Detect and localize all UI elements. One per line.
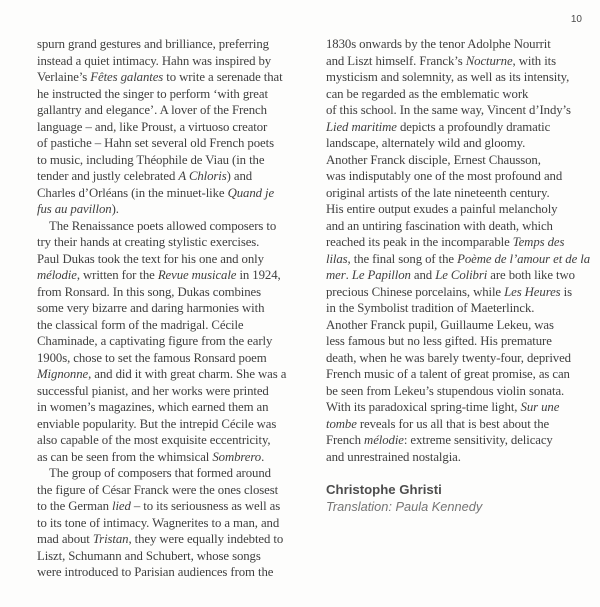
text-line — [326, 251, 589, 268]
text-line — [326, 300, 589, 317]
text-line — [37, 135, 300, 152]
text-line — [37, 86, 300, 103]
text-line — [37, 152, 300, 169]
text-line — [37, 201, 300, 218]
text-segment: try their hands at creating stylistic exercises. — [37, 235, 260, 249]
text-segment: as can be seen from the whimsical — [37, 449, 213, 464]
text-line — [326, 366, 589, 383]
text-segment: Another Franck pupil, Guillaume Lekeu, was — [326, 317, 554, 332]
text-segment: was indisputably one of the most profound and — [326, 169, 563, 183]
text-line — [326, 218, 589, 235]
text-line — [326, 284, 589, 301]
text-segment: 1830s onwards by the tenor Adolphe Nourrit — [326, 37, 551, 51]
text-segment: The Renaissance poets allowed composers to — [49, 218, 277, 233]
text-line — [326, 86, 589, 103]
text-line — [326, 432, 589, 449]
text-line — [326, 185, 589, 202]
text-segment: are both like two — [487, 268, 575, 282]
text-segment: enviable popularity. But the intrepid Cécile was — [37, 416, 277, 431]
text-line — [37, 416, 300, 433]
text-segment: ). — [111, 202, 119, 216]
text-segment: original artists of the late nineteenth century. — [326, 185, 550, 200]
text-segment: the classical form of the madrigal. Cécile — [37, 317, 244, 332]
author-name: Christophe Ghristi — [326, 482, 442, 497]
italic-text-segment: Fêtes galantes — [90, 70, 164, 84]
text-segment: to its tone of intimacy. Wagnerites to a man, and — [37, 515, 280, 530]
text-line — [37, 482, 300, 499]
text-line — [326, 383, 589, 400]
italic-text-segment: Lied maritime — [326, 119, 397, 134]
text-line — [37, 119, 300, 136]
text-segment: , with its — [512, 53, 556, 68]
page-number: 10 — [570, 14, 582, 25]
text-segment: also capable of the most exquisite eccentricity, — [37, 433, 271, 447]
text-segment: : extreme sensitivity, delicacy — [403, 433, 553, 447]
text-segment: of pastiche – Hahn set several old French poets — [37, 136, 274, 150]
text-columns — [37, 36, 589, 581]
text-line — [37, 465, 300, 482]
text-segment: to write a serenade that — [163, 70, 283, 84]
italic-text-segment: mélodie — [364, 433, 404, 447]
italic-text-segment: fus au pavillon — [37, 202, 112, 216]
text-line — [37, 515, 300, 532]
text-segment: . — [261, 449, 265, 464]
text-line — [326, 135, 589, 152]
text-line — [37, 399, 300, 416]
text-segment: French — [326, 433, 365, 447]
text-segment: in the Symbolist tradition of Maeterlinck. — [326, 301, 535, 315]
text-segment: , and did it with great charm. She was a — [88, 367, 287, 381]
text-segment: gallantry and elegance’. A lover of the French — [37, 103, 267, 117]
text-segment: reached its peak in the incomparable — [326, 235, 513, 249]
text-line — [37, 102, 300, 119]
text-segment: The group of composers that formed around — [49, 466, 271, 480]
text-segment: to music, including Théophile de Viau (in the — [37, 152, 265, 167]
text-segment: and — [410, 268, 436, 282]
text-line — [37, 432, 300, 449]
text-segment: Chaminade, a captivating figure from the early — [37, 334, 273, 348]
text-segment: successful pianist, and her works were printed — [37, 383, 269, 398]
text-line — [326, 168, 589, 185]
text-segment: , they were equally indebted to — [128, 532, 284, 546]
text-line — [326, 399, 589, 416]
text-segment: in women’s magazines, which earned them an — [37, 400, 269, 414]
text-line — [326, 267, 589, 284]
text-segment: spurn grand gestures and brilliance, preferring — [37, 37, 269, 51]
text-segment: Verlaine’s — [37, 70, 91, 84]
italic-text-segment: Poème de l’amour et de la — [457, 251, 591, 266]
text-line — [37, 300, 300, 317]
text-segment: and unrestrained nostalgia. — [326, 449, 461, 464]
text-segment: Paul Dukas took the text for his one and only — [37, 251, 264, 266]
text-segment: precious Chinese porcelains, while — [326, 284, 505, 299]
italic-text-segment: Nocturne — [465, 53, 513, 68]
text-line — [37, 267, 300, 284]
text-segment: ) and — [226, 169, 253, 183]
text-segment: instead a quiet intimacy. Hahn was inspired by — [37, 53, 272, 68]
text-line — [37, 185, 300, 202]
text-line — [37, 548, 300, 565]
text-segment: he instructed the singer to perform ‘with great — [37, 86, 268, 101]
italic-text-segment: Mignonne — [37, 367, 89, 381]
text-line — [326, 317, 589, 334]
text-line — [37, 449, 300, 466]
right-column-text — [326, 36, 589, 465]
text-line — [37, 234, 300, 251]
text-segment: some very bizarre and daring harmonies with — [37, 301, 265, 315]
text-segment: were introduced to Parisian audiences from the — [37, 565, 274, 579]
left-column — [37, 36, 300, 581]
text-line — [37, 53, 300, 70]
text-line — [326, 201, 589, 218]
text-line — [37, 564, 300, 581]
italic-text-segment: Revue musicale — [157, 268, 237, 282]
text-segment: French music of a talent of great promise, as can — [326, 367, 570, 381]
text-line — [326, 449, 589, 466]
text-line — [326, 333, 589, 350]
text-segment: from Ronsard. In this song, Dukas combines — [37, 284, 261, 299]
text-segment: mad about — [37, 532, 93, 546]
text-line — [326, 234, 589, 251]
text-segment: can be regarded as the emblematic work — [326, 86, 529, 101]
text-line — [326, 416, 589, 433]
text-line — [37, 350, 300, 367]
text-segment: language – and, like Proust, a virtuoso creator — [37, 119, 268, 134]
text-segment: Liszt, Schumann and Schubert, whose songs — [37, 548, 261, 563]
right-column — [326, 36, 589, 581]
text-segment: Charles d’Orléans (in the minuet-like — [37, 185, 228, 200]
text-segment: 1900s, chose to set the famous Ronsard poem — [37, 350, 267, 365]
text-segment: to the German — [37, 499, 113, 513]
text-segment: and an untiring fascination with death, which — [326, 218, 553, 233]
text-line — [37, 284, 300, 301]
italic-text-segment: Tristan — [92, 532, 129, 546]
text-segment: tender and justly celebrated — [37, 169, 179, 183]
text-segment: , written for the — [76, 268, 158, 282]
text-segment: of this school. In the same way, Vincent d’Indy’s — [326, 103, 571, 117]
italic-text-segment: Le Colibri — [435, 268, 488, 282]
text-segment: – to its seriousness as well as — [130, 499, 281, 513]
text-line — [37, 383, 300, 400]
italic-text-segment: Le Papillon — [351, 268, 411, 282]
text-segment: in 1924, — [236, 268, 281, 282]
text-line — [326, 152, 589, 169]
italic-text-segment: mer — [326, 268, 346, 282]
text-segment: His entire output exudes a painful melancholy — [326, 202, 558, 216]
italic-text-segment: Les Heures — [504, 284, 561, 299]
text-line — [326, 69, 589, 86]
text-segment: death, when he was barely twenty-four, deprived — [326, 350, 571, 365]
text-segment: is — [560, 284, 572, 299]
credits-block — [326, 481, 589, 515]
text-segment: and Liszt himself. Franck’s — [326, 53, 466, 68]
text-segment: With its paradoxical spring-time light, — [326, 400, 521, 414]
italic-text-segment: Quand je — [227, 185, 275, 200]
text-segment: reveals for us all that is best about the — [356, 416, 550, 431]
italic-text-segment: lied — [112, 499, 131, 513]
italic-text-segment: lilas — [326, 251, 348, 266]
italic-text-segment: mélodie — [37, 268, 77, 282]
text-line — [37, 218, 300, 235]
text-line — [326, 102, 589, 119]
text-line — [326, 53, 589, 70]
text-line — [37, 498, 300, 515]
text-line — [326, 119, 589, 136]
text-segment: . — [345, 268, 352, 282]
text-line — [37, 251, 300, 268]
italic-text-segment: Sur une — [520, 400, 560, 414]
text-segment: be seen from Lekeu’s stupendous violin sonata. — [326, 383, 565, 398]
text-segment: less famous but no less gifted. His premature — [326, 334, 552, 348]
italic-text-segment: A Chloris — [178, 169, 227, 183]
italic-text-segment: Sombrero — [212, 449, 262, 464]
text-line — [37, 531, 300, 548]
text-line — [37, 366, 300, 383]
text-line — [37, 333, 300, 350]
translation-credit: Translation: Paula Kennedy — [326, 499, 483, 514]
italic-text-segment: Temps des — [512, 235, 565, 249]
text-segment: landscape, alternately wild and gloomy. — [326, 136, 526, 150]
italic-text-segment: tombe — [326, 416, 357, 431]
text-line — [37, 69, 300, 86]
text-line — [326, 36, 589, 53]
text-segment: mysticism and solemnity, as well as its intensity, — [326, 70, 570, 84]
text-line — [37, 36, 300, 53]
text-segment: the figure of César Franck were the ones closest — [37, 482, 279, 497]
text-line — [37, 168, 300, 185]
text-segment: Another Franck disciple, Ernest Chausson, — [326, 152, 541, 167]
text-line — [37, 317, 300, 334]
text-segment: , the final song of the — [347, 251, 458, 266]
text-line — [326, 350, 589, 367]
text-segment: depicts a profoundly dramatic — [396, 119, 551, 134]
